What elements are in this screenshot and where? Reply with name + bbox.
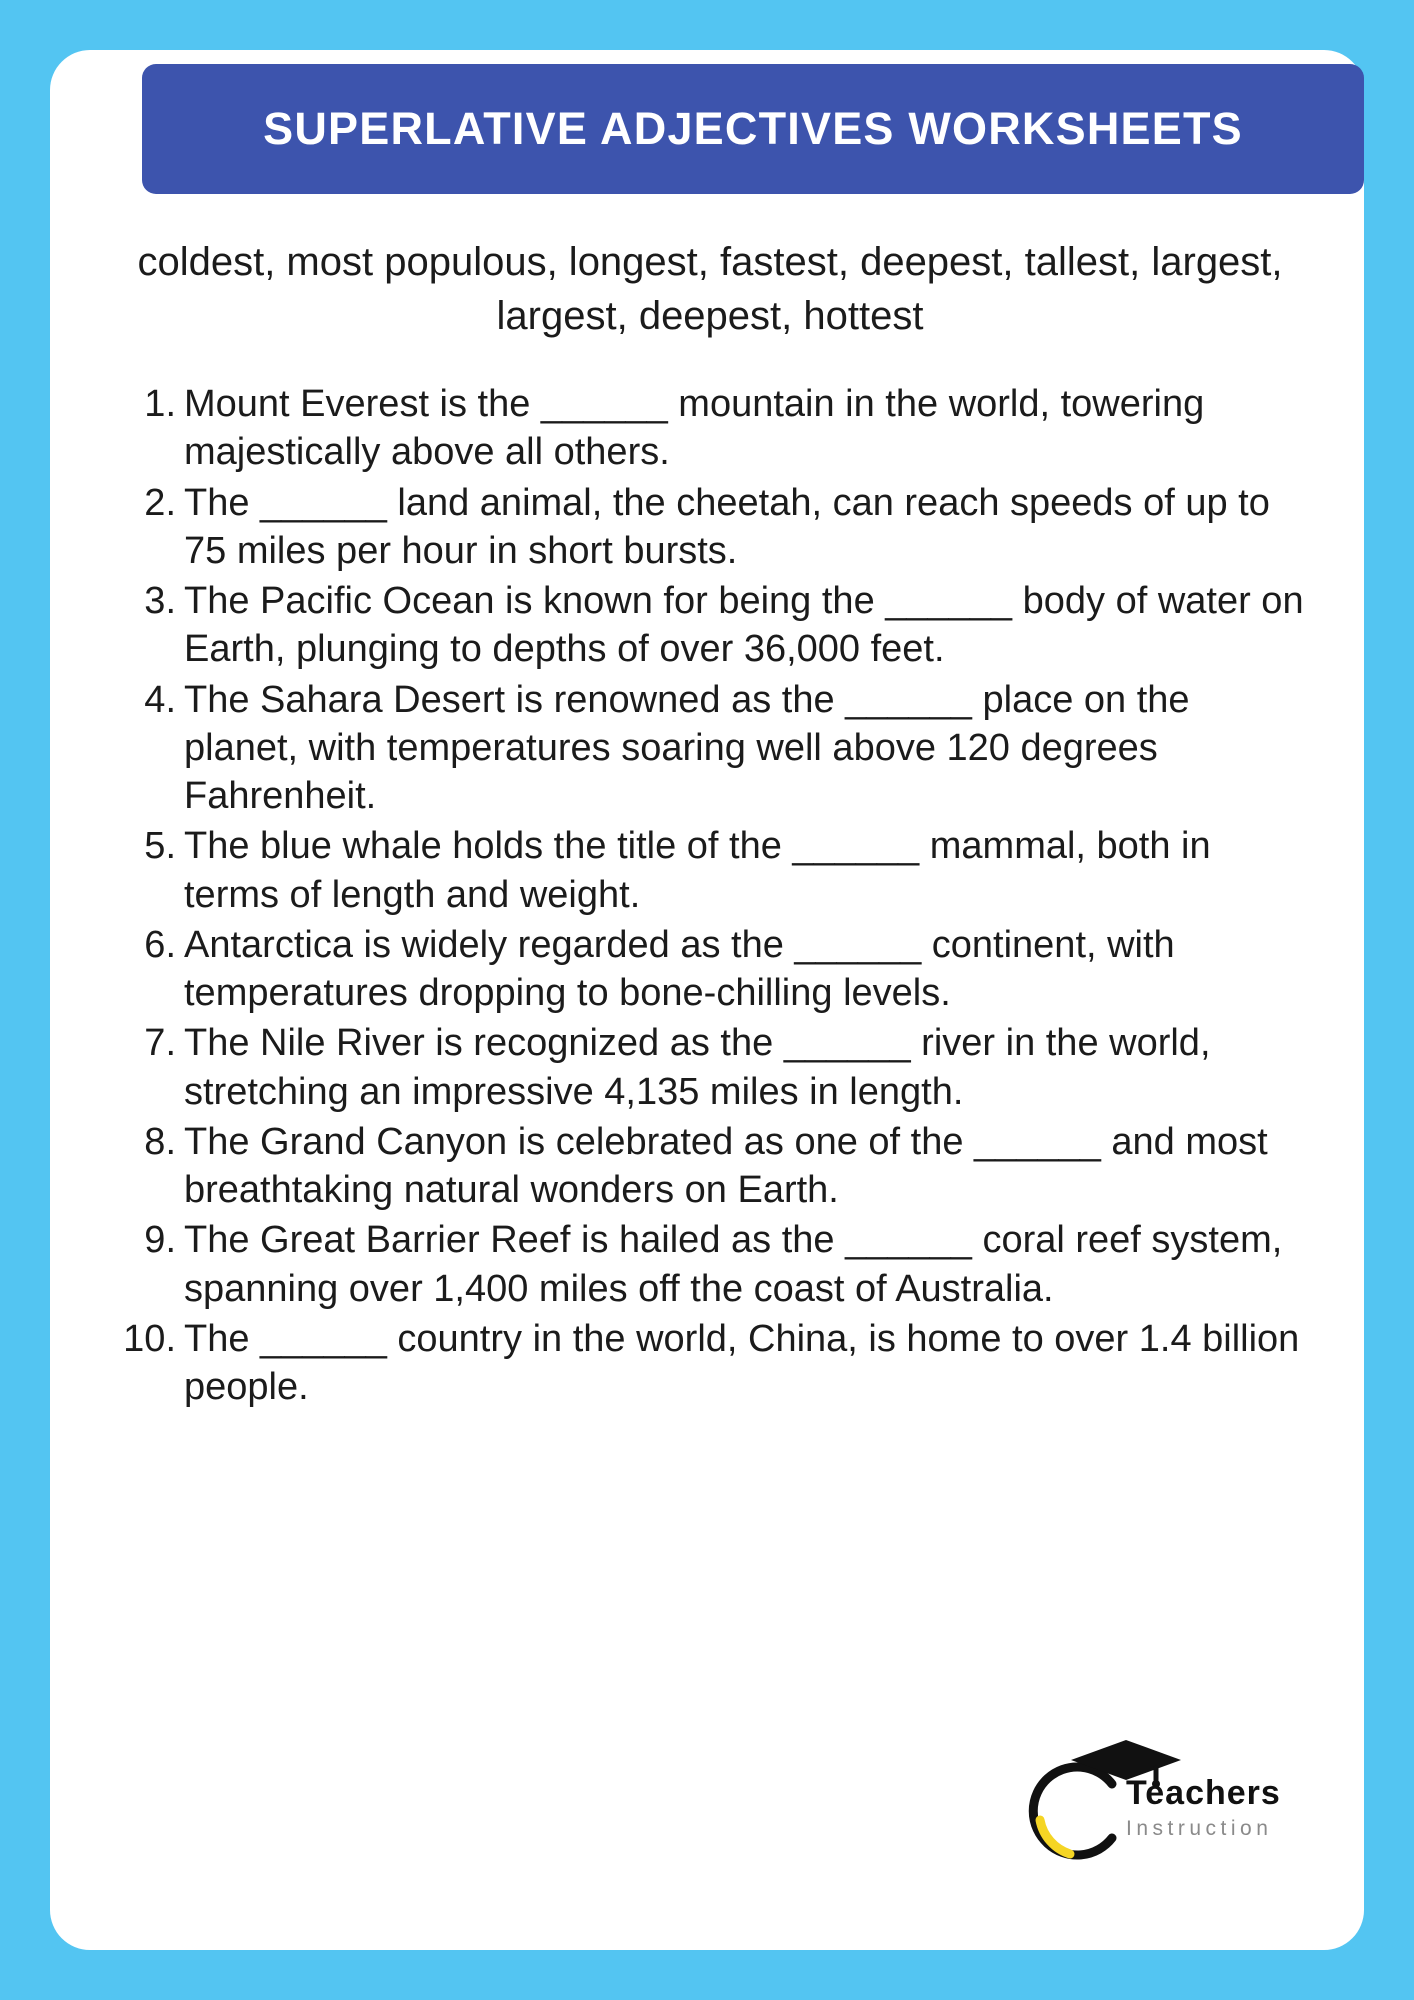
list-item: The blue whale holds the title of the ______ mammal, both in terms of length and weight. — [184, 825, 1211, 916]
question-list — [122, 380, 1312, 1413]
logo-text — [1126, 1776, 1281, 1839]
list-item: The Grand Canyon is celebrated as one of the ______ and most breathtaking natural wonders on Earth. — [184, 1120, 1268, 1211]
brand-logo — [1026, 1742, 1316, 1872]
list-item: The Nile River is recognized as the ______ river in the world, stretching an impressive 4,135 miles in length. — [184, 1022, 1211, 1113]
list-item: Antarctica is widely regarded as the ______ continent, with temperatures dropping to bone-chilling levels. — [184, 923, 1175, 1014]
logo-sub-text: Instruction — [1126, 1817, 1273, 1840]
worksheet-title-banner — [142, 64, 1364, 194]
list-item: The ______ country in the world, China, is home to over 1.4 billion people. — [184, 1317, 1300, 1408]
list-item: The ______ land animal, the cheetah, can reach speeds of up to 75 miles per hour in short bursts. — [184, 481, 1270, 572]
list-item: The Pacific Ocean is known for being the ______ body of water on Earth, plunging to depths of over 36,000 feet. — [184, 580, 1304, 671]
list-item: Mount Everest is the ______ mountain in the world, towering majestically above all others. — [184, 383, 1205, 474]
logo-main-text: Teachers — [1126, 1774, 1281, 1812]
worksheet-page — [50, 50, 1364, 1950]
page-title: SUPERLATIVE ADJECTIVES WORKSHEETS — [263, 103, 1243, 155]
list-item: The Sahara Desert is renowned as the ______ place on the planet, with temperatures soaring well above 120 degrees Fahrenheit. — [184, 678, 1190, 817]
word-bank: coldest, most populous, longest, fastest, deepest, tallest, largest, largest, deepest, hottest — [137, 240, 1283, 338]
list-item: The Great Barrier Reef is hailed as the ______ coral reef system, spanning over 1,400 miles off the coast of Australia. — [184, 1219, 1283, 1310]
